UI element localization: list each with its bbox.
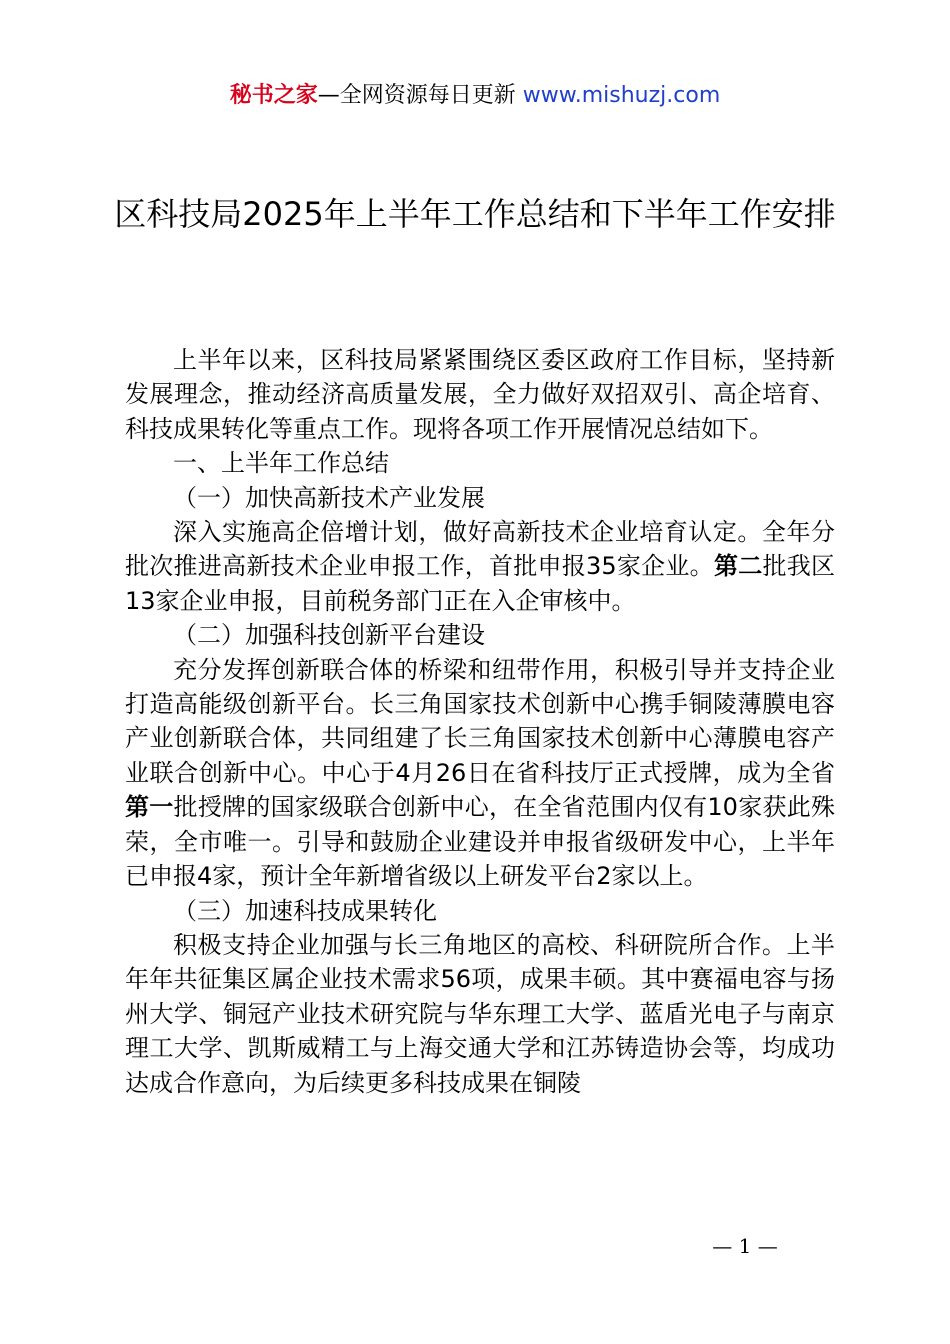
- subsection-heading-2: （二）加强科技创新平台建设: [173, 621, 485, 650]
- paragraph-high-tech: [125, 515, 835, 618]
- header-url-link[interactable]: www.mishuzj.com: [522, 83, 721, 108]
- page-number: — 1 —: [712, 1234, 778, 1258]
- paragraph-high-tech-bold: 第二: [713, 552, 763, 581]
- header-slogan: —全网资源每日更新: [317, 83, 523, 108]
- brand-name: 秘书之家: [229, 83, 318, 108]
- paragraph-platform-part-a: 充分发挥创新联合体的桥梁和纽带作用，积极引导并支持企业打造高能级创新平台。长三角国家技术创新中心携手铜陵薄膜电容产业创新联合体，共同组建了长三角国家技术创新中心薄膜电容产业联合创新中心。中心于4月26日在省科技厅正式授牌，成为全省: [125, 655, 835, 787]
- paragraph-platform: [125, 653, 835, 894]
- paragraph-high-tech-part-a: 深入实施高企倍增计划，做好高新技术企业培育认定。全年分批次推进高新技术企业申报工作，首批申报35家企业。: [125, 518, 835, 581]
- subsection-heading-3: （三）加速科技成果转化: [173, 896, 437, 925]
- paragraph-platform-part-b: 批授牌的国家级联合创新中心，在全省范围内仅有10家获此殊荣，全市唯一。引导和鼓励企业建设并申报省级研发中心，上半年已申报4家，预计全年新增省级以上研发平台2家以上。: [125, 793, 836, 891]
- document-body: [125, 343, 835, 1100]
- paragraph-platform-bold: 第一: [125, 793, 174, 822]
- document-title: 区科技局2025年上半年工作总结和下半年工作安排: [114, 195, 836, 233]
- section-heading-1: 一、上半年工作总结: [173, 449, 389, 478]
- intro-paragraph: 上半年以来，区科技局紧紧围绕区委区政府工作目标，坚持新发展理念，推动经济高质量发展，全力做好双招双引、高企培育、科技成果转化等重点工作。现将各项工作开展情况总结如下。: [125, 346, 835, 443]
- paragraph-transfer: 积极支持企业加强与长三角地区的高校、科研院所合作。上半年年共征集区属企业技术需求56项，成果丰硕。其中赛福电容与扬州大学、铜冠产业技术研究院与华东理工大学、蓝盾光电子与南京理工大学、凯斯威精工与上海交通大学和江苏铸造协会等，均成功达成合作意向，为后续更多科技成果在铜陵: [125, 930, 835, 1097]
- site-header: [0, 80, 950, 112]
- paragraph-high-tech-part-b: 批我区13家企业申报，目前税务部门正在入企审核中。: [125, 552, 836, 615]
- subsection-heading-1: （一）加快高新技术产业发展: [173, 483, 485, 512]
